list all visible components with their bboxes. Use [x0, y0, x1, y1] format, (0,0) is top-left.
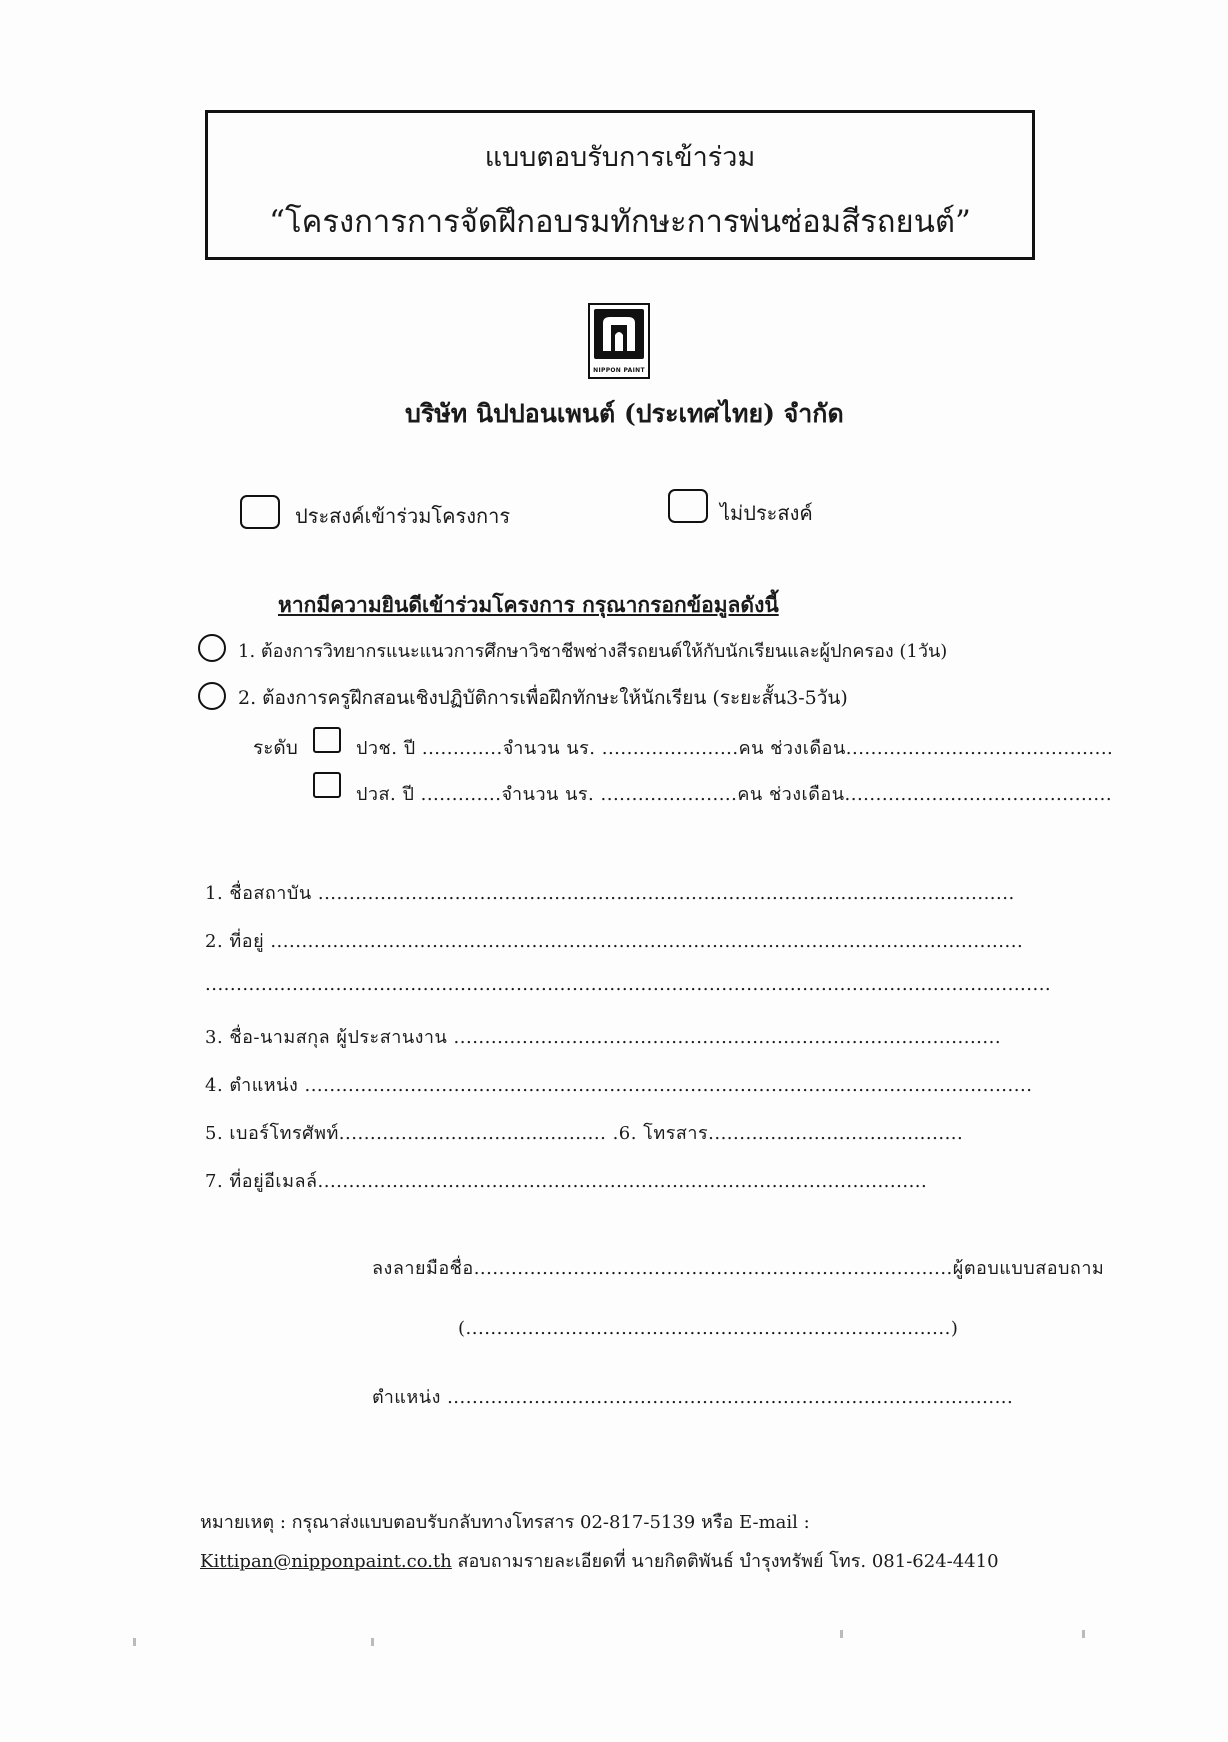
signer-name-line[interactable]: (..............................................................................) — [458, 1318, 959, 1339]
instructions-heading: หากมีความยินดีเข้าร่วมโครงการ กรุณากรอกข้อมูลดังนี้ — [278, 592, 779, 617]
scan-speck — [1082, 1630, 1085, 1638]
company-name: บริษัท นิปปอนเพนต์ (ประเทศไทย) จำกัด — [405, 399, 844, 428]
address-cont-field[interactable]: ........................................................................................................................................ — [205, 974, 1052, 995]
level-pvs-checkbox[interactable] — [313, 772, 341, 798]
level-pvc-checkbox[interactable] — [313, 727, 341, 753]
level-label: ระดับ — [253, 737, 298, 759]
signer-position-line[interactable]: ตำแหน่ง ........................................................................................... — [372, 1387, 1014, 1408]
institution-field[interactable]: 1. ชื่อสถาบัน ................................................................................................................ — [205, 883, 1015, 904]
scan-speck — [371, 1638, 374, 1646]
position-field[interactable]: 4. ตำแหน่ง ..................................................................................................................... — [205, 1075, 1033, 1096]
note-line2 — [200, 1546, 999, 1575]
decline-checkbox[interactable] — [668, 489, 708, 523]
form-title: แบบตอบรับการเข้าร่วม — [484, 142, 756, 173]
contact-email-link[interactable]: Kittipan@nipponpaint.co.th — [200, 1551, 452, 1572]
coordinator-field[interactable]: 3. ชื่อ-นามสกุล ผู้ประสานงาน ........................................................................................ — [205, 1027, 1002, 1048]
level-pvs-row[interactable]: ปวส. ปี .............จำนวน นร. ......................คน ช่วงเดือน........................................... — [356, 784, 1113, 805]
logo-caption: NIPPON PAINT — [593, 367, 645, 374]
note-line1: หมายเหตุ : กรุณาส่งแบบตอบรับกลับทางโทรสาร 02-817-5139 หรือ E-mail : — [200, 1512, 810, 1533]
option2-label: 2. ต้องการครูฝึกสอนเชิงปฏิบัติการเพื่อฝึกทักษะให้นักเรียน (ระยะสั้น3-5วัน) — [238, 687, 848, 709]
nippon-paint-logo-icon — [588, 303, 650, 379]
email-field[interactable]: 7. ที่อยู่อีเมลล์.................................................................................................. — [205, 1171, 928, 1192]
scan-speck — [133, 1638, 136, 1646]
address-field[interactable]: 2. ที่อยู่ ......................................................................................................................... — [205, 931, 1024, 952]
level-pvc-row[interactable]: ปวช. ปี .............จำนวน นร. ......................คน ช่วงเดือน........................................... — [356, 738, 1114, 759]
phone-fax-field[interactable]: 5. เบอร์โทรศัพท์........................................... .6. โทรสาร......................................... — [205, 1123, 964, 1144]
participate-checkbox[interactable] — [240, 495, 280, 529]
decline-label: ไม่ประสงค์ — [720, 501, 813, 525]
signature-line[interactable]: ลงลายมือชื่อ.............................................................................ผู้ตอบแบบสอบถาม — [372, 1258, 1105, 1279]
project-title: “โครงการการจัดฝึกอบรมทักษะการพ่นซ่อมสีรถยนต์” — [269, 204, 971, 240]
option1-radio[interactable] — [198, 634, 226, 662]
scan-speck — [840, 1630, 843, 1638]
option1-label: 1. ต้องการวิทยากรแนะแนวการศึกษาวิชาชีพช่างสีรถยนต์ให้กับนักเรียนและผู้ปกครอง (1วัน) — [238, 641, 948, 662]
title-box — [205, 110, 1035, 260]
note-contact-text: สอบถามรายละเอียดที่ นายกิตติพันธ์ บำรุงทรัพย์ โทร. 081-624-4410 — [451, 1551, 999, 1572]
option2-radio[interactable] — [198, 682, 226, 710]
participate-label: ประสงค์เข้าร่วมโครงการ — [295, 504, 511, 528]
